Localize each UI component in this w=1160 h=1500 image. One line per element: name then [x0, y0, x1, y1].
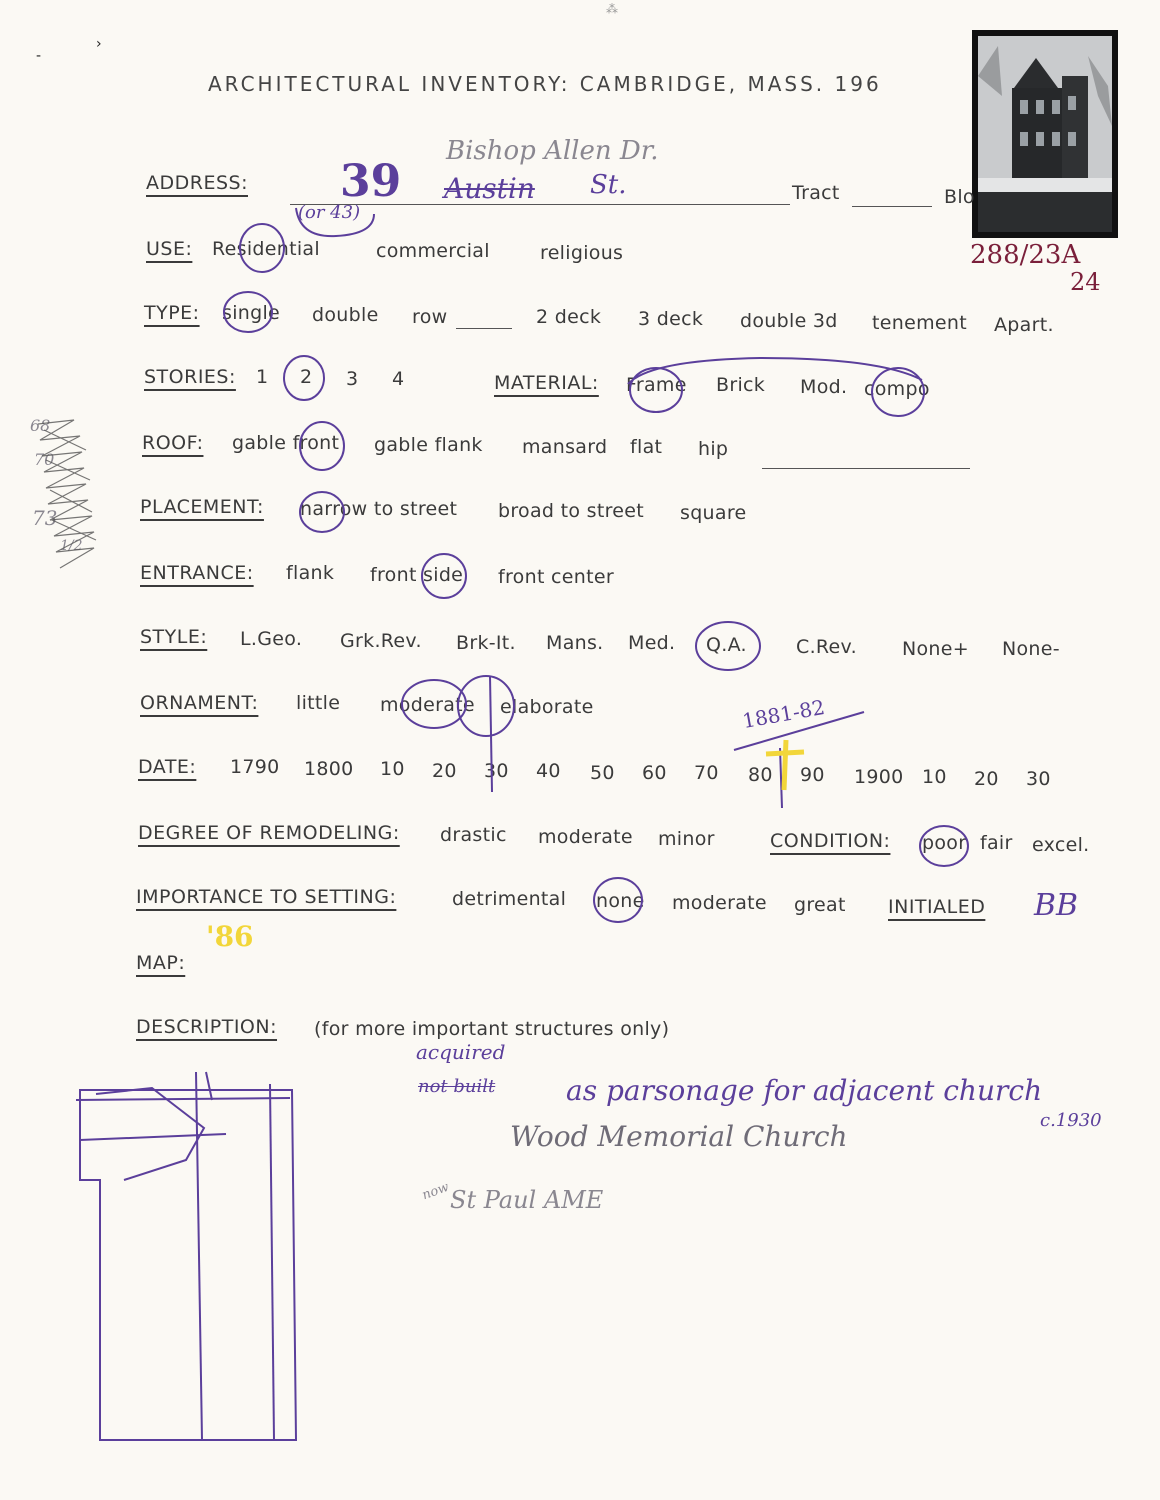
type-option: tenement — [872, 312, 967, 334]
type-option: 3 deck — [638, 308, 704, 330]
style-label: STYLE: — [140, 626, 208, 648]
condition-option: poor — [922, 832, 967, 854]
margin-note: 73 — [32, 506, 58, 530]
use-option: commercial — [376, 240, 490, 262]
type-option: double 3d — [740, 310, 838, 332]
description-line1-date: c.1930 — [1040, 1110, 1102, 1131]
stories-option: 3 — [346, 368, 359, 390]
ornament-label: ORNAMENT: — [140, 692, 259, 714]
condition-label: CONDITION: — [770, 830, 891, 852]
type-label: TYPE: — [144, 302, 200, 324]
margin-tick: - — [36, 48, 42, 64]
style-option: None- — [1002, 638, 1060, 660]
margin-tick: › — [96, 36, 102, 52]
description-label: DESCRIPTION: — [136, 1016, 278, 1038]
tract-label: Tract — [792, 182, 840, 204]
stories-option: 4 — [392, 368, 405, 390]
entrance-option: flank — [286, 562, 335, 584]
type-option: 2 deck — [536, 306, 602, 328]
margin-note: 68 — [30, 416, 51, 435]
material-label: MATERIAL: — [494, 372, 599, 394]
remodeling-label: DEGREE OF REMODELING: — [138, 822, 400, 844]
reference-number-2: 24 — [1070, 268, 1101, 296]
roof-option: gable flank — [374, 434, 483, 456]
date-option: 60 — [642, 762, 667, 784]
roof-blank-line — [762, 468, 970, 469]
placement-option: broad to street — [498, 500, 645, 522]
importance-label: IMPORTANCE TO SETTING: — [136, 886, 397, 908]
date-option: 50 — [590, 762, 615, 784]
date-option: 1790 — [230, 756, 280, 778]
form-title: ARCHITECTURAL INVENTORY: CAMBRIDGE, MASS. 196 — [208, 72, 882, 96]
style-option: L.Geo. — [240, 628, 303, 650]
map-year: '86 — [206, 920, 254, 953]
ornament-option: little — [296, 692, 341, 714]
type-option: single — [222, 302, 281, 324]
style-option: C.Rev. — [796, 636, 857, 658]
roof-option: mansard — [522, 436, 608, 458]
date-option: 90 — [800, 764, 825, 786]
entrance-option: front center — [498, 566, 614, 588]
use-option: Residential — [212, 238, 320, 260]
house-picture — [978, 36, 1112, 232]
date-option: 20 — [432, 760, 457, 782]
description-line3-prefix: now — [420, 1179, 452, 1204]
date-option: 1900 — [854, 766, 904, 788]
roof-option: flat — [630, 436, 663, 458]
address-street-crossed: Austin — [444, 172, 535, 205]
map-label: MAP: — [136, 952, 186, 974]
address-number: 39 — [340, 156, 402, 207]
initialed-label: INITIALED — [888, 896, 986, 918]
style-option: Grk.Rev. — [340, 630, 422, 652]
use-label: USE: — [146, 238, 193, 260]
material-option: compo — [864, 378, 930, 400]
margin-note: 1/2 — [60, 538, 83, 554]
use-option: religious — [540, 242, 624, 264]
importance-option: none — [596, 890, 645, 912]
material-option: Mod. — [800, 376, 848, 398]
top-mark: ⁂ — [606, 2, 619, 16]
stories-option: 1 — [256, 366, 269, 388]
style-option: None+ — [902, 638, 969, 660]
date-option: 70 — [694, 762, 719, 784]
margin-note: 70 — [34, 450, 55, 469]
style-option: Mans. — [546, 632, 604, 654]
type-option: Apart. — [994, 314, 1054, 336]
remodeling-option: drastic — [440, 824, 507, 846]
roof-label: ROOF: — [142, 432, 204, 454]
remodeling-option: moderate — [538, 826, 633, 848]
style-option: Q.A. — [706, 634, 747, 656]
date-option: 80 — [748, 764, 773, 786]
stories-label: STORIES: — [144, 366, 236, 388]
condition-option: excel. — [1032, 834, 1090, 856]
date-label: DATE: — [138, 756, 197, 778]
description-line1: as parsonage for adjacent church — [566, 1074, 1043, 1107]
ornament-option: elaborate — [500, 696, 594, 718]
roof-option: hip — [698, 438, 729, 460]
importance-option: great — [794, 894, 846, 916]
date-option: 10 — [922, 766, 947, 788]
type-option: double — [312, 304, 379, 326]
date-option: 40 — [536, 760, 561, 782]
material-option: Frame — [626, 374, 687, 396]
placement-option: square — [680, 502, 747, 524]
date-option: 1800 — [304, 758, 354, 780]
description-crossed: not built — [418, 1076, 496, 1097]
building-photo — [972, 30, 1118, 238]
date-option: 30 — [484, 760, 509, 782]
importance-option: detrimental — [452, 888, 567, 910]
address-label: ADDRESS: — [146, 172, 248, 194]
description-line3: St Paul AME — [450, 1186, 604, 1214]
type-option: row — [412, 306, 448, 328]
date-handwritten: 1881-82 — [740, 694, 827, 734]
description-inserted: acquired — [416, 1040, 506, 1064]
type-blank-line — [456, 328, 512, 329]
importance-option: moderate — [672, 892, 767, 914]
reference-number: 288/23A — [970, 240, 1081, 270]
address-street-new: Bishop Allen Dr. — [446, 136, 659, 166]
style-option: Med. — [628, 632, 676, 654]
address-alt-number: (or 43) — [298, 202, 361, 223]
remodeling-option: minor — [658, 828, 715, 850]
entrance-option: front side — [370, 564, 464, 586]
placement-label: PLACEMENT: — [140, 496, 264, 518]
description-note: (for more important structures only) — [314, 1018, 670, 1040]
placement-option: narrow to street — [300, 498, 458, 520]
initialed-value: BB — [1034, 888, 1079, 923]
style-option: Brk-It. — [456, 632, 516, 654]
description-line2: Wood Memorial Church — [510, 1120, 848, 1153]
condition-option: fair — [980, 832, 1013, 854]
block-label: Blo — [944, 186, 975, 208]
stories-option: 2 — [300, 366, 313, 388]
date-option: 20 — [974, 768, 999, 790]
tract-line — [852, 206, 932, 207]
date-option: 10 — [380, 758, 405, 780]
material-option: Brick — [716, 374, 766, 396]
address-street-suffix: St. — [590, 170, 627, 200]
ornament-option: moderate — [380, 694, 475, 716]
roof-option: gable front — [232, 432, 340, 454]
entrance-label: ENTRANCE: — [140, 562, 254, 584]
date-option: 30 — [1026, 768, 1051, 790]
